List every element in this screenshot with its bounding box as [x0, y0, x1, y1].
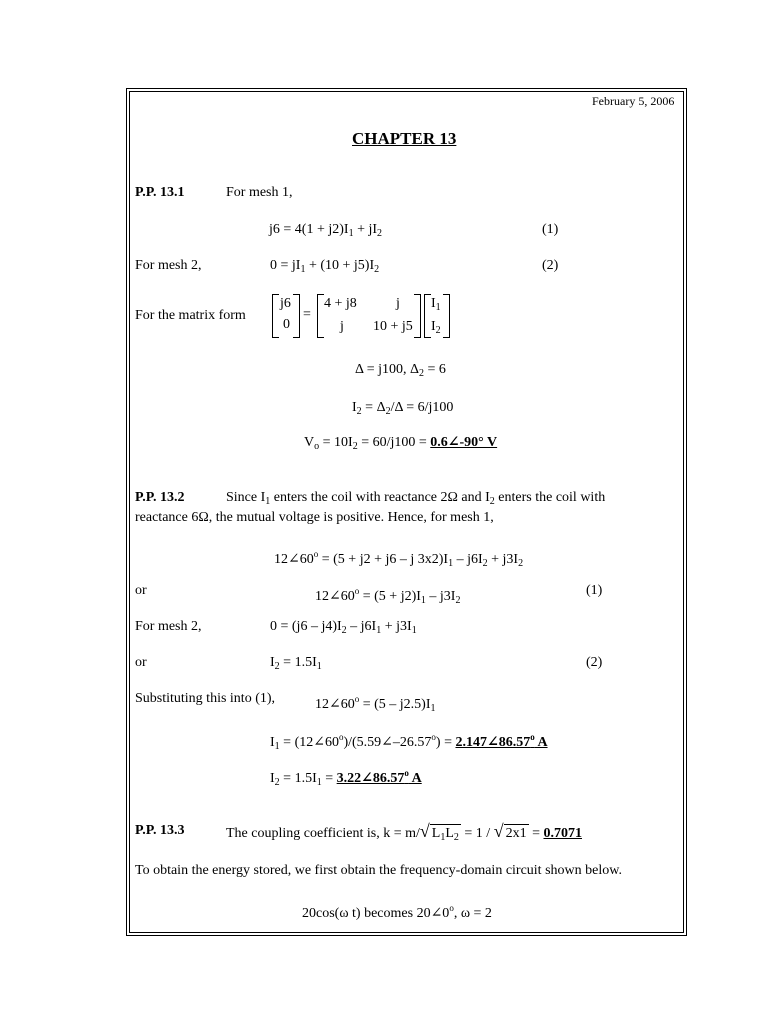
pp2-answer-i2: 3.22∠86.57$^o$ A [336, 768, 422, 786]
pp2-eqG: $I_2 = 1.5I_1$ = $3.22\angle 86.57^o$ A [270, 768, 422, 788]
pp1-matrix-label: For the matrix form [135, 308, 246, 323]
pp2-eqF: $I_1$ = $(12\angle 60^o)/(5.59\angle-26.57^o)$ = $2.147\angle 86.57^o$ A [270, 732, 548, 752]
vector-left-bottom: 0 [283, 317, 290, 332]
pp2-answer-i1: 2.147∠86.57$^o$ A [455, 732, 548, 750]
pp2-eqA: $12\angle 60^o = (5 + j2 + j6 - j$ $3x2)I_1 - j6I_2 + j3I_2$ [274, 549, 524, 569]
pp1-i2: $I_2 = \Delta_2/\Delta = 6/j100$ [352, 400, 454, 417]
pp1-vo: $V_o = 10I_2 = 60/j100$ = 0.6∠-90° V [304, 435, 498, 452]
pp3-label: P.P. 13.3 [135, 823, 185, 838]
pp1-mesh2-label: For mesh 2, [135, 258, 202, 273]
vector-left-top: j6 [280, 296, 291, 311]
pp1-eq1: $j6 = 4(1 + j2)I_1 + jI_2$ [269, 222, 383, 239]
pp2-eqD: $I_2 = 1.5I_1$ [270, 655, 322, 672]
matrix-cell-11: 4 + j8 [324, 296, 357, 311]
pp3-line2: To obtain the energy stored, we first obtain the frequency-domain circuit shown below. [135, 863, 622, 878]
pp2-eqD-number: (2) [586, 655, 603, 670]
vector-right-bottom: $I_2$ [431, 319, 441, 336]
matrix-cell-12: j [396, 296, 400, 311]
pp2-substitute: Substituting this into (1), [135, 691, 276, 706]
pp3-answer: 0.7071 [543, 826, 582, 841]
matrix-cell-22: 10 + j5 [373, 319, 413, 334]
pp2-eqC: $0 = (j6 - j4)I_2 - j6I_1 + j3I_1$ [270, 619, 417, 636]
pp2-eqB: $12\angle 60^o = (5 + j2)I_1 - j3I_2$ [315, 586, 461, 606]
chapter-title: CHAPTER 13 [352, 129, 457, 148]
date: February 5, 2006 [592, 94, 675, 108]
pp1-answer: 0.6∠-90° V [430, 435, 498, 450]
pp2-label: P.P. 13.2 [135, 490, 185, 505]
matrix-equals: = [303, 307, 311, 322]
pp3-coupling: The coupling coefficient is, k = m/√ $L_1L_2 = 1$ / √ 2x1 = 0.7071 [226, 822, 582, 847]
pp2-or1: or [135, 583, 147, 598]
pp1-label: P.P. 13.1 [135, 185, 185, 200]
vector-right-top: $I_1$ [431, 296, 441, 313]
pp2-or2: or [135, 655, 147, 670]
pp2-line1: Since $I_1$ enters the coil with reactance 2Ω and $I_2$ enters the coil with [226, 490, 606, 507]
pp2-mesh2-label: For mesh 2, [135, 619, 202, 634]
pp1-eq1-number: (1) [542, 222, 559, 237]
pp2-eqE: $12\angle 60^o = (5 - j2.5)I_1$ [315, 694, 436, 714]
pp1-determinants: Δ = j100, $\Delta_2 = 6$ [355, 362, 446, 379]
pp1-eq2: $0 = jI_1 + (10 + j5)I_2$ [270, 258, 380, 275]
pp1-intro: For mesh 1, [226, 185, 293, 200]
pp2-line2: reactance 6Ω, the mutual voltage is positive. Hence, for mesh 1, [135, 510, 494, 525]
pp2-eqB-number: (1) [586, 583, 603, 598]
pp3-line3: 20cos(ω t) becomes 20∠0$^o$, ω = 2 [302, 903, 492, 921]
matrix-cell-21: j [340, 319, 344, 334]
pp1-eq2-number: (2) [542, 258, 559, 273]
